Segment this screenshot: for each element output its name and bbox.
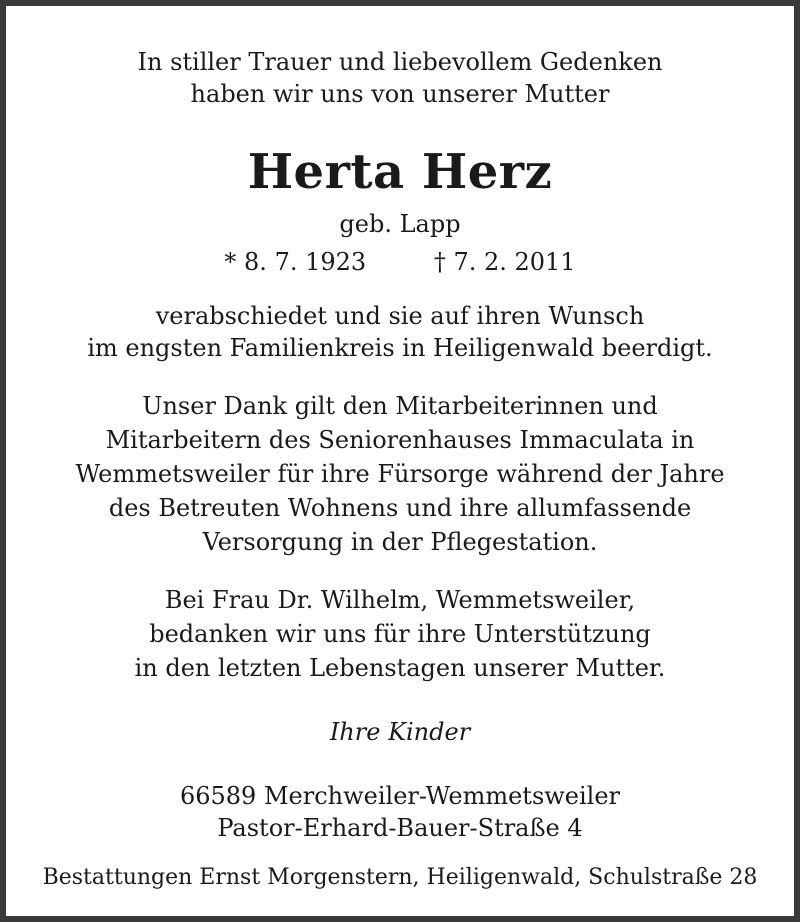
funeral-home: Bestattungen Ernst Morgenstern, Heiligenwald, Schulstraße 28 [42,865,758,890]
intro-line-1: In stiller Trauer und liebevollem Gedenken [137,48,663,76]
thanks-care-line-5: Versorgung in der Pflegestation. [202,528,598,556]
birth-date: * 8. 7. 1923 [224,248,367,276]
farewell-line-2: im engsten Familienkreis in Heiligenwald beerdigt. [87,334,713,362]
address-line-1: 66589 Merchweiler-Wemmetsweiler [179,782,621,810]
thanks-care-line-4: des Betreuten Wohnens und ihre allumfassende [108,494,692,522]
address-line-2: Pastor-Erhard-Bauer-Straße 4 [217,814,583,842]
signature: Ihre Kinder [329,718,471,746]
thanks-doctor-line-3: in den letzten Lebenstagen unserer Mutter. [134,654,666,682]
deceased-name: Herta Herz [247,144,553,200]
maiden-name: geb. Lapp [339,210,461,238]
thanks-doctor-line-2: bedanken wir uns für ihre Unterstützung [149,620,651,648]
thanks-doctor-line-1: Bei Frau Dr. Wilhelm, Wemmetsweiler, [164,586,636,614]
death-date: † 7. 2. 2011 [433,248,576,276]
life-dates [6,246,794,278]
thanks-care-line-2: Mitarbeitern des Seniorenhauses Immaculata in [105,426,695,454]
thanks-care-line-3: Wemmetsweiler für ihre Fürsorge während der Jahre [75,460,725,488]
farewell-line-1: verabschiedet und sie auf ihren Wunsch [155,302,645,330]
thanks-care-line-1: Unser Dank gilt den Mitarbeiterinnen und [142,392,658,420]
intro-line-2: haben wir uns von unserer Mutter [190,80,610,108]
